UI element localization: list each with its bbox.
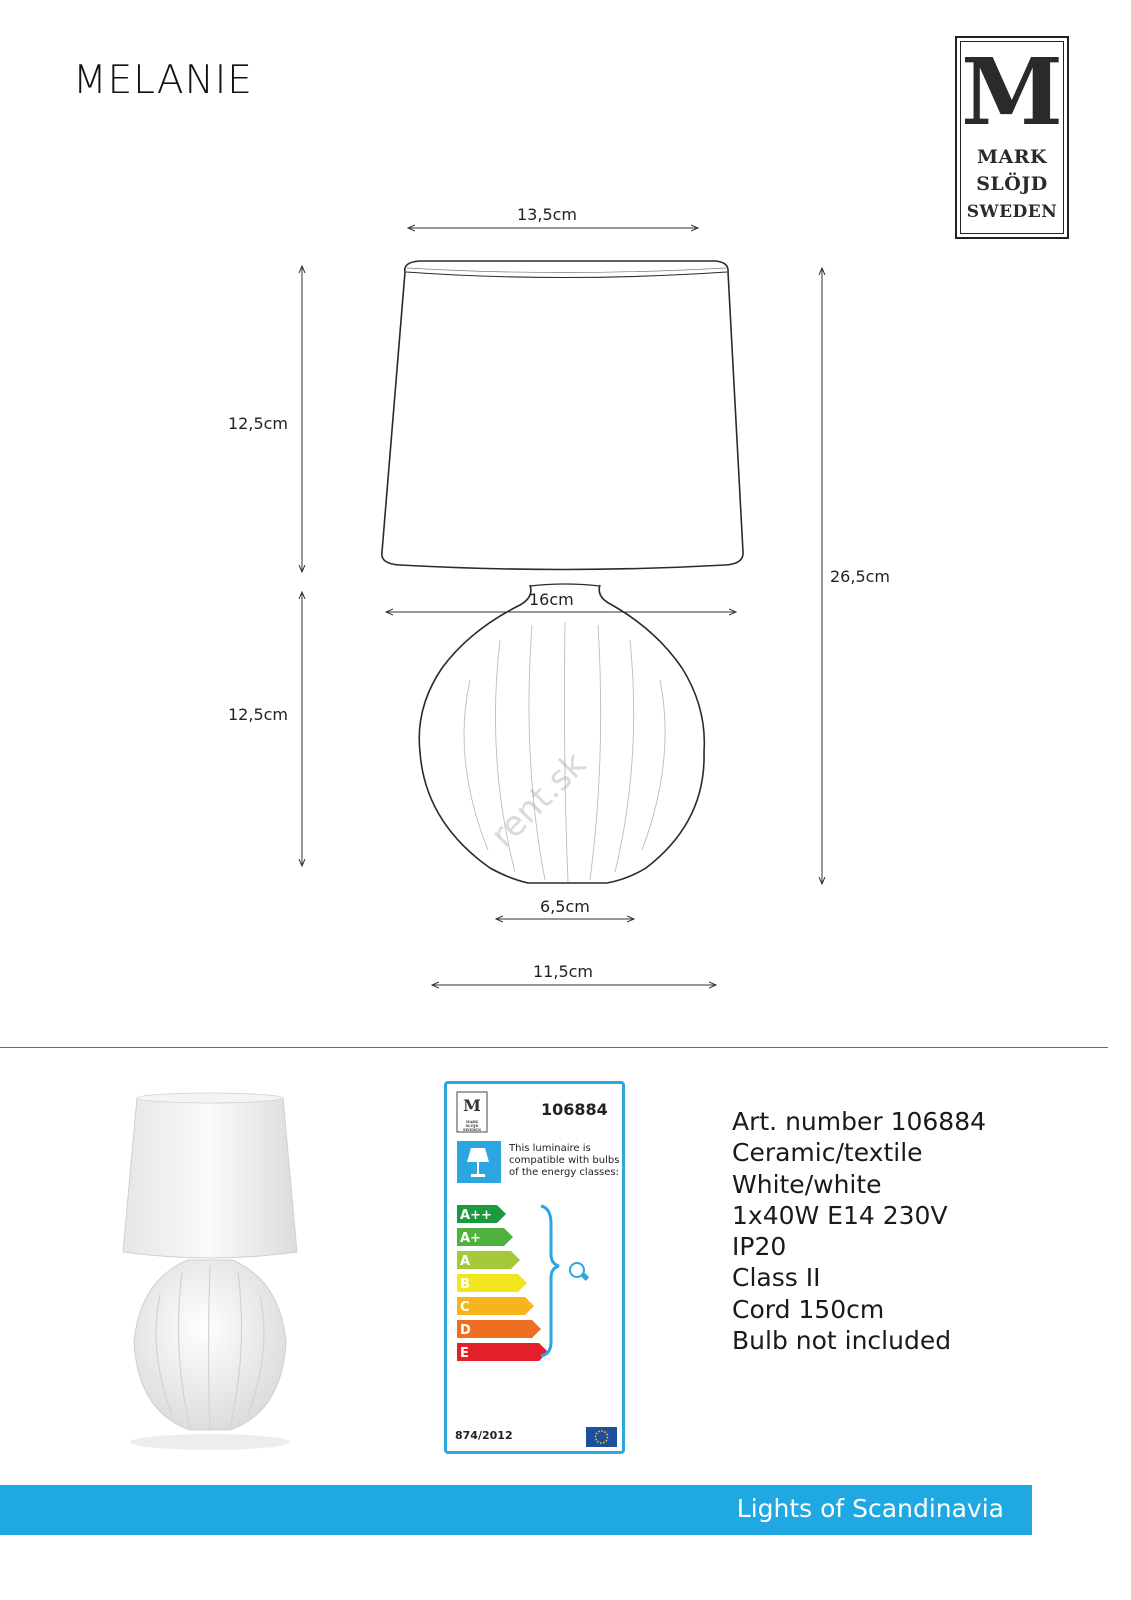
energy-class-label: C [460,1300,470,1315]
spec-list [732,1106,986,1356]
label-compat-text [509,1143,619,1179]
footer-bar [0,1485,1032,1535]
spec-color: White/white [732,1169,882,1199]
label-logo [456,1120,488,1132]
label-text-line-3: of the energy classes: [509,1167,619,1178]
footer-tagline: Lights of Scandinavia [736,1494,1004,1523]
dim-base-width: 11,5cm [533,962,594,981]
energy-class-label: A+ [460,1231,481,1246]
label-text-line-2: compatible with bulbs [509,1155,620,1166]
spec-class: Class II [732,1263,821,1293]
label-logo-line-3: SWEDEN [462,1128,482,1132]
energy-class-bar [457,1343,548,1361]
dim-shade-top: 13,5cm [517,205,578,224]
spec-bulb: Bulb not included [732,1326,952,1356]
logo-letter: M [961,38,1063,146]
label-logo-line-1: MARK [465,1120,479,1124]
spec-cord: Cord 150cm [732,1294,885,1324]
dim-shade-bottom: 16cm [529,590,574,609]
logo-line-2: SLÖJD [976,173,1048,195]
label-logo-line-2: SLÖJD [465,1124,479,1128]
product-title: MELANIE [73,58,253,103]
ceramic-base-outline [419,584,704,883]
label-text-line-1: This luminaire is [509,1143,591,1154]
energy-label-graphic [447,1084,622,1451]
spec-article: Art. number 106884 [732,1107,987,1136]
section-divider [0,1047,1108,1048]
dim-base-height: 12,5cm [228,705,289,724]
logo-line-1: MARK [976,146,1048,168]
spec-ip: IP20 [732,1232,787,1262]
svg-text:M: M [463,1096,481,1115]
energy-class-label: D [460,1323,471,1338]
energy-class-label: A [460,1254,471,1269]
label-regulation: 874/2012 [455,1429,513,1442]
spec-power: 1x40W E14 230V [732,1200,948,1230]
spec-material: Ceramic/textile [732,1138,923,1168]
watermark: rent.sk [483,744,595,856]
dim-foot: 6,5cm [540,897,590,916]
energy-class-label: B [460,1277,470,1292]
energy-class-label: E [460,1346,469,1361]
dim-total-height: 26,5cm [830,567,891,586]
shade-outline [382,261,743,570]
energy-class-label: A++ [460,1208,492,1223]
logo-line-3: SWEDEN [966,202,1058,222]
energy-label [444,1081,625,1454]
product-photo [110,1080,310,1460]
dim-shade-height: 12,5cm [228,414,289,433]
label-article-number: 106884 [541,1100,608,1119]
